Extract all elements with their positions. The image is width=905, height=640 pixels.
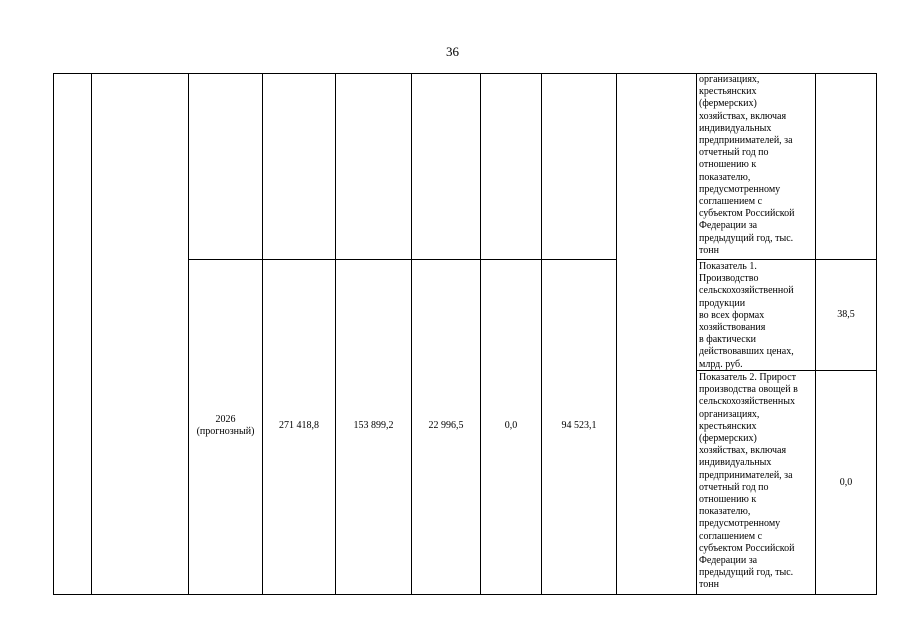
period-cell: 2026 (прогнозный) [196,414,255,438]
indicator-text: Показатель 2. Прирост производства овощей в сельскохозяйственных организациях, крестьянских (фермерских) хозяйствах, включая индивидуальных предпринимателей, за отчетный год по отношению к показателю, предусмотренному соглашением с субъектом Российской Федерации за предыдущий год, тыс. тонн [699,372,798,591]
page-number: 36 [446,44,459,59]
value-cell: 94 523,1 [561,420,597,431]
value-cell: 22 996,5 [428,420,464,431]
indicator-continuation-text: организациях, крестьянских (фермерских) хозяйствах, включая индивидуальных предпринимателей, за отчетный год по отношению к показателю, предусмотренному соглашением с субъектом Российской Федерации за предыдущий год, тыс. тонн [699,74,795,256]
value-cell: 0,0 [504,420,518,431]
indicator-value: 0,0 [839,477,853,488]
indicator-text: Показатель 1. Производство сельскохозяйственной продукции во всех формах хозяйствования в фактически действовавших ценах, млрд. руб. [699,261,794,370]
value-cell: 153 899,2 [353,420,394,431]
value-cell: 271 418,8 [279,420,319,431]
indicator-value: 38,5 [837,309,855,320]
